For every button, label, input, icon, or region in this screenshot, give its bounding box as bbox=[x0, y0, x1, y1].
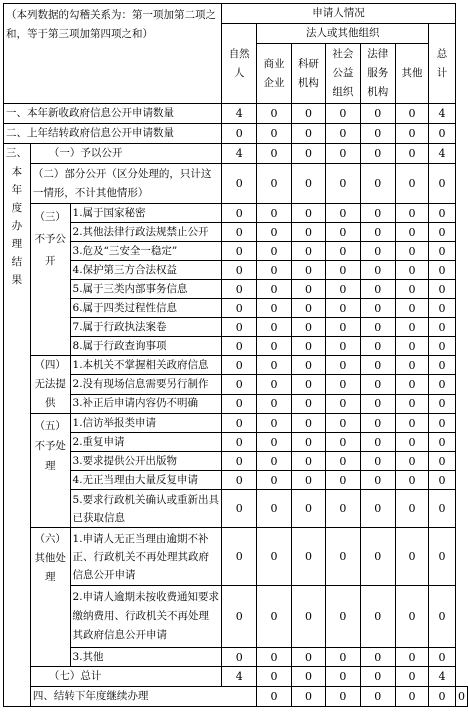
cell-value: 0 bbox=[326, 687, 360, 707]
table-row bbox=[4, 528, 468, 586]
cell-value: 0 bbox=[326, 124, 360, 144]
cell-value: 0 bbox=[395, 164, 428, 204]
total-header: 总计 bbox=[429, 24, 456, 104]
cell-value: 0 bbox=[395, 144, 428, 164]
row-label: 四、结转下年度继续办理 bbox=[30, 687, 256, 707]
cell-value: 0 bbox=[291, 586, 325, 648]
cell-value: 0 bbox=[257, 104, 291, 124]
cell-value: 0 bbox=[257, 528, 291, 586]
cell-value: 0 bbox=[360, 261, 395, 280]
cell-value: 0 bbox=[360, 164, 395, 204]
cell-value: 0 bbox=[429, 490, 456, 528]
cell-value: 0 bbox=[360, 586, 395, 648]
cell-value: 0 bbox=[257, 490, 291, 528]
cell-value: 0 bbox=[429, 242, 456, 261]
cell-value: 0 bbox=[291, 242, 325, 261]
cell-value: 0 bbox=[291, 204, 325, 223]
cell-value: 4 bbox=[429, 667, 456, 687]
cell-value: 0 bbox=[360, 375, 395, 394]
row-label: 2.没有现场信息需要另行制作 bbox=[70, 375, 222, 394]
column-relation-note: （本列数据的勾稽关系为：第一项加第二项之和，等于第三项加第四项之和） bbox=[4, 4, 222, 104]
cell-value: 0 bbox=[360, 394, 395, 413]
cell-value: 0 bbox=[291, 648, 325, 667]
cell-value: 0 bbox=[291, 667, 325, 687]
cell-value: 0 bbox=[257, 164, 291, 204]
cell-value: 0 bbox=[291, 164, 325, 204]
table-row bbox=[4, 144, 468, 164]
cell-value: 0 bbox=[257, 204, 291, 223]
cell-value: 0 bbox=[326, 648, 360, 667]
cell-value: 0 bbox=[429, 452, 456, 471]
cell-value: 0 bbox=[326, 204, 360, 223]
cell-value: 0 bbox=[360, 144, 395, 164]
cell-value: 0 bbox=[222, 223, 257, 242]
social-welfare-header: 社会公益组织 bbox=[326, 44, 360, 104]
cell-value: 0 bbox=[222, 356, 257, 375]
cell-value: 0 bbox=[257, 299, 291, 318]
row-label: 3.危及“三安全一稳定” bbox=[70, 242, 222, 261]
cell-value: 0 bbox=[429, 414, 456, 433]
cell-value: 0 bbox=[257, 261, 291, 280]
cell-value: 0 bbox=[456, 687, 468, 707]
table-row bbox=[4, 667, 468, 687]
cell-value: 0 bbox=[395, 299, 428, 318]
cell-value: 0 bbox=[291, 375, 325, 394]
cell-value: 0 bbox=[222, 164, 257, 204]
cell-value: 0 bbox=[360, 414, 395, 433]
cell-value: 0 bbox=[291, 471, 325, 490]
cell-value: 0 bbox=[360, 223, 395, 242]
table-row bbox=[4, 261, 468, 280]
cell-value: 0 bbox=[222, 299, 257, 318]
cell-value: 0 bbox=[395, 433, 428, 452]
legal-service-header: 法律服务机构 bbox=[360, 44, 395, 104]
cell-value: 0 bbox=[291, 687, 325, 707]
group-label-unable-to-provide: （四）无法提供 bbox=[30, 356, 70, 414]
cell-value: 0 bbox=[257, 318, 291, 337]
cell-value: 0 bbox=[395, 223, 428, 242]
cell-value: 0 bbox=[222, 318, 257, 337]
cell-value: 0 bbox=[257, 356, 291, 375]
cell-value: 0 bbox=[429, 124, 456, 144]
cell-value: 0 bbox=[429, 356, 456, 375]
table-row bbox=[4, 280, 468, 299]
cell-value: 0 bbox=[429, 280, 456, 299]
cell-value: 0 bbox=[326, 337, 360, 356]
cell-value: 0 bbox=[326, 490, 360, 528]
cell-value: 0 bbox=[395, 687, 428, 707]
cell-value: 0 bbox=[257, 124, 291, 144]
cell-value: 0 bbox=[429, 687, 456, 707]
cell-value: 0 bbox=[257, 394, 291, 413]
row-label: （一）予以公开 bbox=[30, 144, 221, 164]
cell-value: 0 bbox=[222, 490, 257, 528]
cell-value: 0 bbox=[429, 375, 456, 394]
group-label-not-disclosed: （三）不予公开 bbox=[30, 204, 70, 356]
cell-value: 0 bbox=[257, 452, 291, 471]
cell-value: 0 bbox=[257, 471, 291, 490]
cell-value: 0 bbox=[395, 414, 428, 433]
section-three-number: 三、 bbox=[6, 147, 27, 159]
cell-value: 0 bbox=[360, 471, 395, 490]
cell-value: 0 bbox=[360, 318, 395, 337]
table-row bbox=[4, 586, 468, 648]
row-label: 二、上年结转政府信息公开申请数量 bbox=[4, 124, 222, 144]
cell-value: 0 bbox=[429, 204, 456, 223]
cell-value: 0 bbox=[360, 433, 395, 452]
table-row bbox=[4, 337, 468, 356]
row-label: 3.其他 bbox=[70, 648, 222, 667]
cell-value: 0 bbox=[291, 280, 325, 299]
cell-value: 0 bbox=[222, 452, 257, 471]
cell-value: 0 bbox=[395, 648, 428, 667]
row-label: 3.要求提供公开出版物 bbox=[70, 452, 222, 471]
disclosure-statistics-table bbox=[3, 3, 468, 707]
cell-value: 0 bbox=[326, 280, 360, 299]
business-header: 商业企业 bbox=[257, 44, 291, 104]
row-label: 4.无正当理由大量反复申请 bbox=[70, 471, 222, 490]
table-row bbox=[4, 394, 468, 413]
cell-value: 4 bbox=[222, 144, 257, 164]
cell-value: 0 bbox=[429, 648, 456, 667]
table-row bbox=[4, 490, 468, 528]
cell-value: 0 bbox=[291, 433, 325, 452]
cell-value: 0 bbox=[326, 261, 360, 280]
cell-value: 0 bbox=[326, 375, 360, 394]
section-three-label bbox=[4, 144, 31, 707]
row-label: （七）总计 bbox=[30, 667, 221, 687]
cell-value: 0 bbox=[326, 299, 360, 318]
cell-value: 0 bbox=[257, 375, 291, 394]
cell-value: 0 bbox=[395, 242, 428, 261]
row-label: 7.属于行政执法案卷 bbox=[70, 318, 222, 337]
cell-value: 0 bbox=[222, 586, 257, 648]
group-label-other-handling: （六）其他处理 bbox=[30, 528, 70, 667]
cell-value: 0 bbox=[395, 337, 428, 356]
cell-value: 0 bbox=[326, 433, 360, 452]
cell-value: 0 bbox=[326, 144, 360, 164]
research-header: 科研机构 bbox=[291, 44, 325, 104]
cell-value: 0 bbox=[429, 433, 456, 452]
row-label: 1.申请人无正当理由逾期不补正、行政机关不再处理其政府信息公开申请 bbox=[70, 528, 222, 586]
section-three-title: 本年度办理结果 bbox=[11, 166, 23, 286]
cell-value: 0 bbox=[395, 394, 428, 413]
table-row bbox=[4, 648, 468, 667]
cell-value: 0 bbox=[360, 280, 395, 299]
cell-value: 0 bbox=[291, 144, 325, 164]
cell-value: 0 bbox=[360, 687, 395, 707]
cell-value: 0 bbox=[257, 586, 291, 648]
row-label: 1.本机关不掌握相关政府信息 bbox=[70, 356, 222, 375]
cell-value: 0 bbox=[326, 414, 360, 433]
cell-value: 0 bbox=[222, 280, 257, 299]
cell-value: 0 bbox=[395, 528, 428, 586]
table-row bbox=[4, 104, 468, 124]
table-row bbox=[4, 204, 468, 223]
cell-value: 0 bbox=[326, 394, 360, 413]
cell-value: 0 bbox=[291, 452, 325, 471]
cell-value: 4 bbox=[222, 667, 257, 687]
row-label: （二）部分公开（区分处理的，只计这一情形，不计其他情形） bbox=[30, 164, 221, 204]
cell-value: 0 bbox=[222, 414, 257, 433]
cell-value: 0 bbox=[222, 337, 257, 356]
cell-value: 0 bbox=[326, 452, 360, 471]
cell-value: 0 bbox=[395, 452, 428, 471]
cell-value: 0 bbox=[222, 124, 257, 144]
cell-value: 0 bbox=[291, 104, 325, 124]
cell-value: 0 bbox=[222, 242, 257, 261]
cell-value: 0 bbox=[360, 124, 395, 144]
cell-value: 0 bbox=[360, 528, 395, 586]
cell-value: 0 bbox=[395, 375, 428, 394]
row-label: 1.信访举报类申请 bbox=[70, 414, 222, 433]
cell-value: 0 bbox=[395, 356, 428, 375]
table-row bbox=[4, 452, 468, 471]
cell-value: 0 bbox=[360, 667, 395, 687]
row-label: 3.补正后申请内容仍不明确 bbox=[70, 394, 222, 413]
row-label: 4.保护第三方合法权益 bbox=[70, 261, 222, 280]
table-row bbox=[4, 433, 468, 452]
cell-value: 0 bbox=[326, 104, 360, 124]
row-label: 6.属于四类过程性信息 bbox=[70, 299, 222, 318]
cell-value: 0 bbox=[360, 299, 395, 318]
cell-value: 0 bbox=[222, 528, 257, 586]
cell-value: 0 bbox=[395, 586, 428, 648]
table-row bbox=[4, 223, 468, 242]
cell-value: 0 bbox=[360, 490, 395, 528]
cell-value: 0 bbox=[429, 223, 456, 242]
row-label: 2.其他法律行政法规禁止公开 bbox=[70, 223, 222, 242]
cell-value: 0 bbox=[222, 394, 257, 413]
row-label: 2.重复申请 bbox=[70, 433, 222, 452]
row-label: 5.要求行政机关确认或重新出具已获取信息 bbox=[70, 490, 222, 528]
cell-value: 0 bbox=[257, 648, 291, 667]
applicant-header: 申请人情况 bbox=[222, 4, 456, 24]
table-row bbox=[4, 375, 468, 394]
cell-value: 0 bbox=[257, 280, 291, 299]
cell-value: 0 bbox=[222, 261, 257, 280]
table-row bbox=[4, 299, 468, 318]
cell-value: 0 bbox=[326, 471, 360, 490]
cell-value: 0 bbox=[326, 242, 360, 261]
cell-value: 0 bbox=[257, 667, 291, 687]
table-row bbox=[4, 414, 468, 433]
cell-value: 0 bbox=[360, 104, 395, 124]
cell-value: 0 bbox=[360, 356, 395, 375]
cell-value: 0 bbox=[429, 164, 456, 204]
cell-value: 4 bbox=[429, 104, 456, 124]
cell-value: 0 bbox=[429, 261, 456, 280]
cell-value: 0 bbox=[291, 490, 325, 528]
group-label-not-processed: （五）不予处理 bbox=[30, 414, 70, 528]
cell-value: 0 bbox=[326, 318, 360, 337]
row-label: 2.申请人逾期未按收费通知要求缴纳费用、行政机关不再处理其政府信息公开申请 bbox=[70, 586, 222, 648]
cell-value: 0 bbox=[257, 337, 291, 356]
cell-value: 0 bbox=[222, 433, 257, 452]
cell-value: 0 bbox=[326, 223, 360, 242]
table-row bbox=[4, 124, 468, 144]
row-label: 5.属于三类内部事务信息 bbox=[70, 280, 222, 299]
cell-value: 0 bbox=[360, 242, 395, 261]
cell-value: 0 bbox=[257, 687, 291, 707]
cell-value: 0 bbox=[326, 586, 360, 648]
table-row bbox=[4, 356, 468, 375]
cell-value: 0 bbox=[291, 261, 325, 280]
cell-value: 4 bbox=[429, 144, 456, 164]
cell-value: 0 bbox=[395, 280, 428, 299]
table-row bbox=[4, 242, 468, 261]
cell-value: 0 bbox=[257, 242, 291, 261]
cell-value: 0 bbox=[326, 667, 360, 687]
row-label: 1.属于国家秘密 bbox=[70, 204, 222, 223]
cell-value: 0 bbox=[291, 414, 325, 433]
row-label: 8.属于行政查询事项 bbox=[70, 337, 222, 356]
table-row bbox=[4, 164, 468, 204]
cell-value: 0 bbox=[395, 204, 428, 223]
cell-value: 0 bbox=[222, 648, 257, 667]
cell-value: 0 bbox=[291, 299, 325, 318]
cell-value: 0 bbox=[429, 471, 456, 490]
table-row bbox=[4, 471, 468, 490]
cell-value: 0 bbox=[291, 528, 325, 586]
cell-value: 0 bbox=[257, 414, 291, 433]
cell-value: 0 bbox=[326, 356, 360, 375]
cell-value: 0 bbox=[326, 164, 360, 204]
cell-value: 0 bbox=[360, 204, 395, 223]
cell-value: 0 bbox=[395, 318, 428, 337]
cell-value: 0 bbox=[429, 586, 456, 648]
cell-value: 0 bbox=[429, 299, 456, 318]
cell-value: 0 bbox=[360, 648, 395, 667]
cell-value: 4 bbox=[222, 104, 257, 124]
natural-person-header: 自然人 bbox=[222, 24, 257, 104]
cell-value: 0 bbox=[291, 394, 325, 413]
table-row bbox=[4, 318, 468, 337]
cell-value: 0 bbox=[257, 144, 291, 164]
cell-value: 0 bbox=[257, 433, 291, 452]
cell-value: 0 bbox=[395, 667, 428, 687]
cell-value: 0 bbox=[360, 337, 395, 356]
other-header: 其他 bbox=[395, 44, 428, 104]
cell-value: 0 bbox=[257, 223, 291, 242]
cell-value: 0 bbox=[395, 490, 428, 528]
row-label: 一、本年新收政府信息公开申请数量 bbox=[4, 104, 222, 124]
cell-value: 0 bbox=[429, 394, 456, 413]
cell-value: 0 bbox=[429, 528, 456, 586]
cell-value: 0 bbox=[326, 528, 360, 586]
cell-value: 0 bbox=[395, 471, 428, 490]
org-group-header: 法人或其他组织 bbox=[257, 24, 429, 44]
cell-value: 0 bbox=[291, 223, 325, 242]
cell-value: 0 bbox=[395, 261, 428, 280]
cell-value: 0 bbox=[291, 337, 325, 356]
cell-value: 0 bbox=[395, 124, 428, 144]
cell-value: 0 bbox=[222, 204, 257, 223]
cell-value: 0 bbox=[360, 452, 395, 471]
table-row bbox=[4, 687, 468, 707]
cell-value: 0 bbox=[429, 337, 456, 356]
cell-value: 0 bbox=[291, 356, 325, 375]
cell-value: 0 bbox=[429, 318, 456, 337]
cell-value: 0 bbox=[395, 104, 428, 124]
cell-value: 0 bbox=[291, 124, 325, 144]
cell-value: 0 bbox=[222, 375, 257, 394]
cell-value: 0 bbox=[222, 471, 257, 490]
cell-value: 0 bbox=[291, 318, 325, 337]
